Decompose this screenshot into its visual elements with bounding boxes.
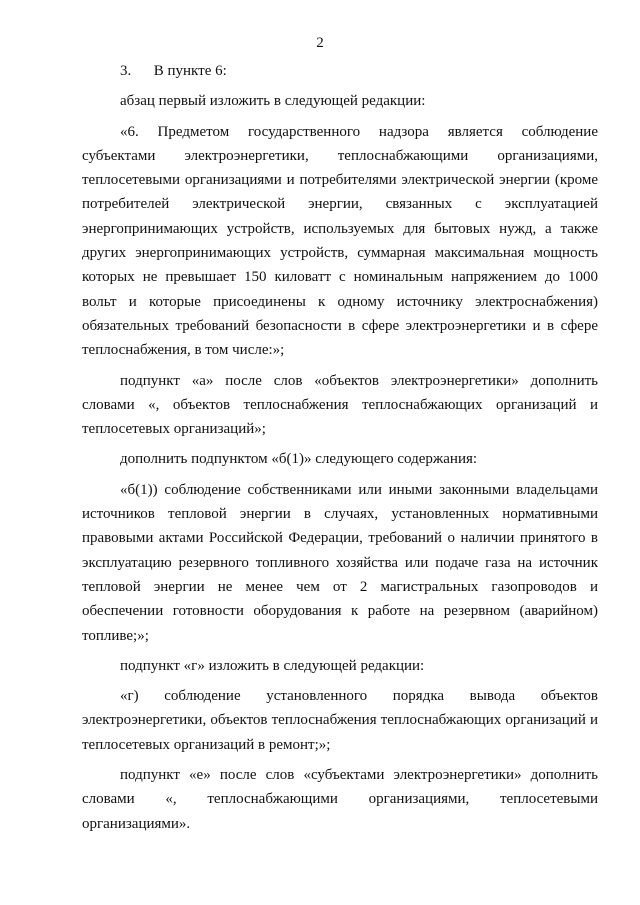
paragraph-subpoint-g-text: «г) соблюдение установленного порядка вывода объектов электроэнергетики, объектов теплоснабжения теплоснабжающих организаций и теплосетевых организаций в ремонт;»;	[82, 688, 598, 753]
paragraph-subpoint-b1-text: «б(1)) соблюдение собственниками или иными законными владельцами источников тепловой энергии в случаях, установленных нормативными правовыми актами Российской Федерации, требований о наличии принятого в эксплуатацию резервного топливного хозяйства или подаче газа на источник тепловой энергии не менее чем от 2 магистральных газопроводов и обеспечении готовности оборудования к работе на резервном (аварийном) топливе;»;	[82, 481, 598, 644]
paragraph-subpoint-e: подпункт «е» после слов «субъектами электроэнергетики» дополнить словами «, теплоснабжающими организациями, теплосетевыми организациями».	[82, 767, 598, 832]
paragraph-subpoint-a: подпункт «а» после слов «объектов электроэнергетики» дополнить словами «, объектов теплоснабжения теплоснабжающих организаций и теплосетевых организаций»;	[82, 372, 598, 438]
paragraph-point-6-text: «6. Предметом государственного надзора является соблюдение субъектами электроэнергетики, теплоснабжающими организациями, теплосетевыми организациями и потребителями электрической энергии (кроме потребителей электрической энергии, связанных с эксплуатацией энергопринимающих устройств, используемых для бытовых нужд, а также других энергопринимающих устройств, суммарная максимальная мощность которых не превышает 150 киловатт с номинальным напряжением до 1000 вольт и которые присоединены к одному источнику электроснабжения) обязательных требований безопасности в сфере электроэнергетики и в сфере теплоснабжения, в том числе:»;	[82, 123, 598, 359]
page-number: 2	[316, 35, 324, 51]
document-body	[82, 59, 598, 836]
paragraph-item-3: 3. В пункте 6:	[120, 63, 227, 79]
paragraph-first-abzac: абзац первый изложить в следующей редакции:	[120, 93, 426, 110]
paragraph-subpoint-g: подпункт «г» изложить в следующей редакции:	[120, 657, 425, 674]
paragraph-add-subpoint-b1: дополнить подпунктом «б(1)» следующего содержания:	[120, 451, 478, 468]
